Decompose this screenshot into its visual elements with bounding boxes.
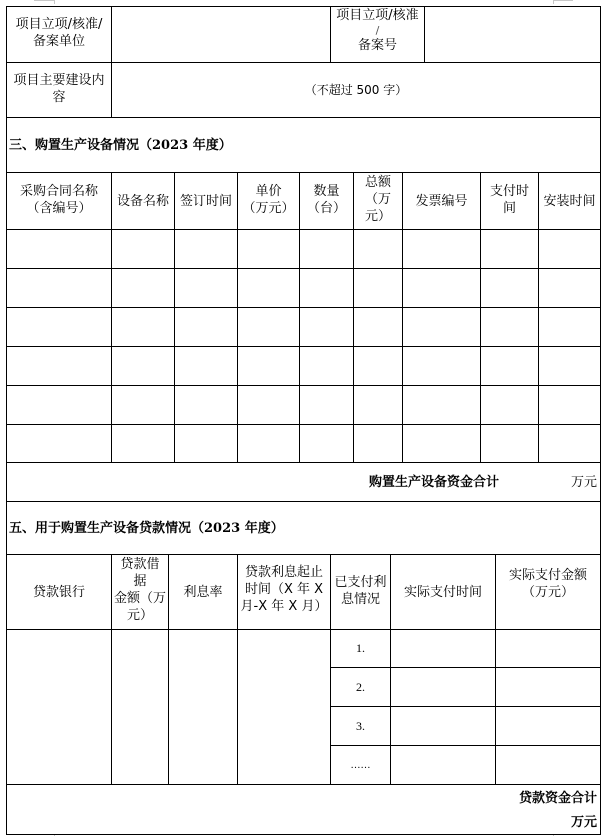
s3-data-cell[interactable] xyxy=(539,269,600,307)
s3-data-cell[interactable] xyxy=(112,347,174,385)
grid-line xyxy=(6,784,601,785)
s3-data-cell[interactable] xyxy=(300,308,353,346)
unit-label-line: 项目立项/核准/ xyxy=(15,17,103,32)
s3-data-cell[interactable] xyxy=(238,347,299,385)
s5-col-bank: 贷款银行 xyxy=(32,584,85,600)
grid-line xyxy=(168,554,169,785)
s3-data-cell[interactable] xyxy=(112,308,174,346)
s5-loan-amount-field[interactable] xyxy=(112,630,168,784)
s3-data-cell[interactable] xyxy=(354,269,402,307)
grid-line xyxy=(353,172,354,463)
s5-col-loan-amount xyxy=(112,555,168,629)
s3-data-cell[interactable] xyxy=(7,269,111,307)
s3-col-quantity xyxy=(300,173,353,229)
s3-data-cell[interactable] xyxy=(238,425,299,462)
section3-title: 三、购置生产设备情况（2023 年度） xyxy=(9,137,232,153)
s5-col-interest-period xyxy=(238,555,330,629)
grid-line xyxy=(6,385,601,386)
grid-line xyxy=(6,62,601,63)
page-corner-mark xyxy=(54,0,55,4)
s3-col-text: （含编号） xyxy=(26,201,92,216)
s3-data-cell[interactable] xyxy=(238,269,299,307)
s3-data-cell[interactable] xyxy=(539,386,600,424)
s3-data-cell[interactable] xyxy=(112,230,174,268)
s3-data-cell[interactable] xyxy=(175,347,237,385)
grid-line xyxy=(6,307,601,308)
pay-amount-field-4[interactable] xyxy=(496,746,600,784)
s3-data-cell[interactable] xyxy=(238,308,299,346)
page-corner-mark xyxy=(34,0,54,1)
s3-col-total xyxy=(354,173,402,229)
s5-col-text: 元） xyxy=(126,608,153,623)
s3-data-cell[interactable] xyxy=(238,230,299,268)
s3-data-cell[interactable] xyxy=(238,386,299,424)
s3-data-cell[interactable] xyxy=(481,425,538,462)
s5-col-text: 息情况 xyxy=(340,592,380,607)
construction-content-label-line: 项目主要建设内 xyxy=(13,73,105,88)
s3-data-cell[interactable] xyxy=(7,425,111,462)
s3-data-cell[interactable] xyxy=(403,386,480,424)
s3-col-text: 支付时 xyxy=(489,184,529,199)
s3-data-cell[interactable] xyxy=(112,386,174,424)
s3-data-cell[interactable] xyxy=(300,425,353,462)
s3-col-sign-date: 签订时间 xyxy=(179,193,232,209)
s3-total-label: 购置生产设备资金合计 xyxy=(368,474,499,490)
s3-data-cell[interactable] xyxy=(539,308,600,346)
s3-col-text: 总额 xyxy=(364,175,391,190)
s3-data-cell[interactable] xyxy=(7,230,111,268)
grid-line xyxy=(6,346,601,347)
grid-line xyxy=(111,554,112,785)
s3-data-cell[interactable] xyxy=(354,347,402,385)
s3-col-text: 采购合同名称 xyxy=(19,184,98,199)
s3-data-cell[interactable] xyxy=(300,230,353,268)
construction-content-label xyxy=(7,63,111,117)
pay-date-field-1[interactable] xyxy=(391,630,495,667)
s5-interest-period-field[interactable] xyxy=(238,630,330,784)
s3-data-cell[interactable] xyxy=(539,230,600,268)
s3-data-cell[interactable] xyxy=(175,386,237,424)
grid-line xyxy=(111,6,112,118)
s3-data-cell[interactable] xyxy=(481,308,538,346)
grid-line xyxy=(6,229,601,230)
s3-col-install-date: 安装时间 xyxy=(543,193,596,209)
s3-data-cell[interactable] xyxy=(7,347,111,385)
s3-data-cell[interactable] xyxy=(403,269,480,307)
grid-line xyxy=(6,172,601,173)
s3-col-equipment-name: 设备名称 xyxy=(116,193,169,209)
s5-col-text: 已支付利 xyxy=(334,575,387,590)
payment-item-2: 2. xyxy=(356,679,365,694)
s3-data-cell[interactable] xyxy=(7,386,111,424)
unit-value-field[interactable] xyxy=(112,7,330,62)
grid-line xyxy=(330,745,601,746)
s3-col-invoice-no: 发票编号 xyxy=(415,193,468,209)
grid-line xyxy=(390,554,391,785)
s3-data-cell[interactable] xyxy=(481,230,538,268)
s3-col-contract xyxy=(7,173,111,229)
s3-data-cell[interactable] xyxy=(7,308,111,346)
s3-col-text: 间 xyxy=(502,201,516,216)
grid-line xyxy=(330,554,331,785)
approval-number-label xyxy=(331,7,424,62)
section5-title: 五、用于购置生产设备贷款情况（2023 年度） xyxy=(9,520,284,536)
grid-line xyxy=(600,6,601,835)
s3-data-cell[interactable] xyxy=(481,386,538,424)
s3-data-cell[interactable] xyxy=(354,425,402,462)
s5-total-label: 贷款资金合计 xyxy=(518,790,597,806)
s5-col-text: （万元） xyxy=(521,585,574,600)
grid-line xyxy=(6,501,601,502)
s3-data-cell[interactable] xyxy=(175,425,237,462)
s3-col-unit-price xyxy=(238,173,299,229)
s3-data-cell[interactable] xyxy=(300,269,353,307)
s5-col-text: 时间（X 年 X xyxy=(244,582,324,597)
s3-col-text: 单价 xyxy=(255,184,282,199)
payment-item-1: 1. xyxy=(356,641,365,655)
approval-number-label-line: 项目立项/核准 xyxy=(336,8,419,23)
s5-interest-rate-field[interactable] xyxy=(169,630,237,784)
s3-data-cell[interactable] xyxy=(112,425,174,462)
grid-line xyxy=(495,554,496,785)
s3-data-cell[interactable] xyxy=(175,269,237,307)
s3-data-cell[interactable] xyxy=(481,347,538,385)
s3-col-text: （万 xyxy=(364,192,391,207)
s3-data-cell[interactable] xyxy=(403,425,480,462)
s5-col-actual-pay-amount xyxy=(496,555,600,629)
grid-line xyxy=(6,834,601,835)
grid-line xyxy=(330,706,601,707)
s3-data-cell[interactable] xyxy=(175,308,237,346)
s5-col-interest-paid xyxy=(331,555,390,629)
grid-line xyxy=(480,172,481,463)
s3-data-cell[interactable] xyxy=(354,386,402,424)
s3-data-cell[interactable] xyxy=(300,347,353,385)
approval-number-label-line: 备案号 xyxy=(357,38,397,53)
approval-number-label-line: / xyxy=(375,24,380,37)
s3-total-unit: 万元 xyxy=(570,474,597,490)
s5-bank-field[interactable] xyxy=(7,630,111,784)
pay-amount-field-2[interactable] xyxy=(496,668,600,706)
s3-data-cell[interactable] xyxy=(403,230,480,268)
s5-col-text: 贷款利息起止 xyxy=(244,565,323,580)
s5-col-text: 金额（万 xyxy=(113,591,166,606)
s3-data-cell[interactable] xyxy=(354,230,402,268)
s5-col-text: 据 xyxy=(133,574,147,589)
grid-line xyxy=(330,667,601,668)
s3-data-cell[interactable] xyxy=(539,425,600,462)
pay-date-field-4[interactable] xyxy=(391,746,495,784)
s3-col-pay-date xyxy=(481,173,538,229)
s3-data-cell[interactable] xyxy=(403,347,480,385)
s3-col-text: （万元） xyxy=(242,201,295,216)
grid-line xyxy=(330,6,331,63)
grid-line xyxy=(174,172,175,463)
pay-date-field-3[interactable] xyxy=(391,707,495,745)
grid-line xyxy=(6,6,7,835)
grid-line xyxy=(6,424,601,425)
payment-item-more: …… xyxy=(350,759,371,771)
grid-line xyxy=(237,554,238,785)
grid-line xyxy=(6,6,601,7)
grid-line xyxy=(538,172,539,463)
grid-line xyxy=(299,172,300,463)
approval-number-field[interactable] xyxy=(425,7,600,62)
grid-line xyxy=(402,172,403,463)
s3-col-text: 元） xyxy=(364,209,391,224)
s3-data-cell[interactable] xyxy=(539,347,600,385)
s3-data-cell[interactable] xyxy=(403,308,480,346)
grid-line xyxy=(6,554,601,555)
unit-label-line: 备案单位 xyxy=(32,34,85,49)
grid-line xyxy=(6,117,601,118)
grid-line xyxy=(6,629,601,630)
grid-line xyxy=(111,172,112,463)
grid-line xyxy=(6,462,601,463)
page-corner-mark xyxy=(553,0,573,1)
s3-data-cell[interactable] xyxy=(112,269,174,307)
s5-col-actual-pay-date: 实际支付时间 xyxy=(403,584,482,600)
s5-col-interest-rate: 利息率 xyxy=(183,584,223,600)
s3-data-cell[interactable] xyxy=(175,230,237,268)
construction-content-field[interactable]: （不超过 500 字） xyxy=(304,82,408,97)
s3-data-cell[interactable] xyxy=(481,269,538,307)
s5-col-text: 贷款借 xyxy=(120,557,160,572)
s3-data-cell[interactable] xyxy=(300,386,353,424)
s3-data-cell[interactable] xyxy=(354,308,402,346)
s3-col-text: （台） xyxy=(306,201,346,216)
s5-col-text: 实际支付金额 xyxy=(508,568,587,583)
construction-content-label-line: 容 xyxy=(52,90,66,105)
grid-line xyxy=(6,268,601,269)
pay-amount-field-3[interactable] xyxy=(496,707,600,745)
grid-line xyxy=(237,172,238,463)
pay-amount-field-1[interactable] xyxy=(496,630,600,667)
grid-line xyxy=(424,6,425,63)
s5-col-text: 月-X 年 X 月） xyxy=(240,599,328,614)
unit-label xyxy=(7,7,111,62)
s3-col-text: 数量 xyxy=(313,184,340,199)
pay-date-field-2[interactable] xyxy=(391,668,495,706)
payment-item-3: 3. xyxy=(356,718,365,733)
s5-total-unit: 万元 xyxy=(570,814,597,830)
